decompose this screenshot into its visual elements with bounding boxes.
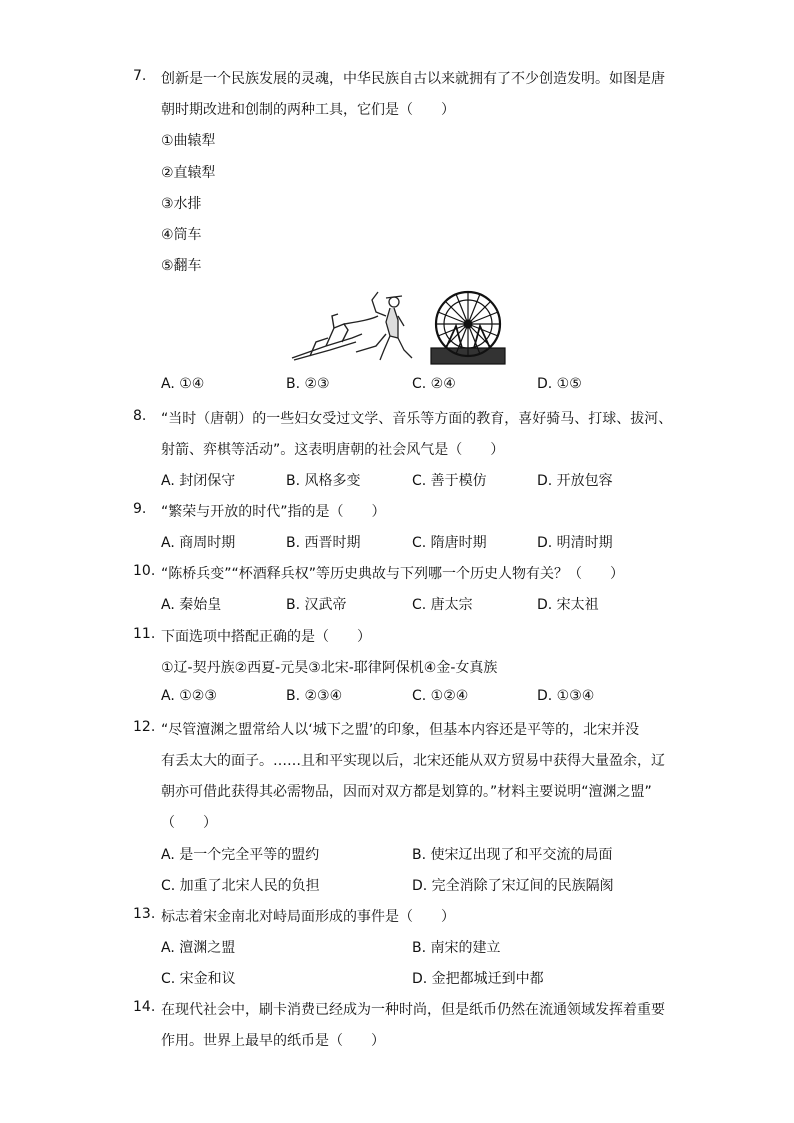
tools-illustration xyxy=(286,286,508,366)
question-number: 14. xyxy=(133,999,156,1015)
option-d: D. 完全消除了宋辽间的民族隔阂 xyxy=(412,878,614,894)
option-a: A. 封闭保守 xyxy=(161,473,236,489)
option-d: D. ①⑤ xyxy=(537,376,582,392)
list-item: ③水排 xyxy=(161,196,202,212)
list-item: ⑤翻车 xyxy=(161,258,202,274)
question-text: 朝亦可借此获得其必需物品，因而对双方都是划算的。”材料主要说明“澶渊之盟” xyxy=(161,784,652,800)
option-c: C. 宋金和议 xyxy=(161,971,236,987)
question-text: ①辽-契丹族②西夏-元昊③北宋-耶律阿保机④金-女真族 xyxy=(161,660,498,676)
option-d: D. ①③④ xyxy=(537,688,595,704)
option-a: A. ①②③ xyxy=(161,688,217,704)
question-text: “尽管澶渊之盟常给人以‘城下之盟’的印象，但基本内容还是平等的，北宋并没 xyxy=(161,722,640,738)
question-text: “当时（唐朝）的一些妇女受过文学、音乐等方面的教育，喜好骑马、打球、拔河、 xyxy=(161,411,673,427)
question-text: 创新是一个民族发展的灵魂，中华民族自古以来就拥有了不少创造发明。如图是唐 xyxy=(161,71,665,87)
option-b: B. 西晋时期 xyxy=(286,535,361,551)
option-b: B. ②③④ xyxy=(286,688,343,704)
option-d: D. 宋太祖 xyxy=(537,597,599,613)
option-b: B. 汉武帝 xyxy=(286,597,347,613)
question-number: 11. xyxy=(133,626,156,642)
question-number: 9. xyxy=(133,501,147,517)
question-text: 下面选项中搭配正确的是（ ） xyxy=(161,629,371,645)
list-item: ④筒车 xyxy=(161,227,202,243)
plough-drawing xyxy=(292,314,386,360)
question-number: 10. xyxy=(133,563,156,579)
option-a: A. ①④ xyxy=(161,376,205,392)
question-text: （ ） xyxy=(161,815,217,831)
question-text: 标志着宋金南北对峙局面形成的事件是（ ） xyxy=(161,909,455,925)
question-number: 7. xyxy=(133,68,147,84)
option-a: A. 商周时期 xyxy=(161,535,236,551)
question-text: “繁荣与开放的时代”指的是（ ） xyxy=(161,504,386,520)
option-d: D. 明清时期 xyxy=(537,535,613,551)
option-a: A. 是一个完全平等的盟约 xyxy=(161,847,320,863)
list-item: ①曲辕犁 xyxy=(161,133,216,149)
option-c: C. ②④ xyxy=(412,376,456,392)
option-b: B. 南宋的建立 xyxy=(412,940,501,956)
option-b: B. 使宋辽出现了和平交流的局面 xyxy=(412,847,613,863)
option-b: B. ②③ xyxy=(286,376,330,392)
question-text: 朝时期改进和创制的两种工具，它们是（ ） xyxy=(161,102,455,118)
question-number: 8. xyxy=(133,408,147,424)
question-text: 在现代社会中，刷卡消费已经成为一种时尚，但是纸币仍然在流通领域发挥着重要 xyxy=(161,1002,665,1018)
question-text: “陈桥兵变”“杯酒释兵权”等历史典故与下列哪一个历史人物有关？（ ） xyxy=(161,566,625,582)
list-item: ②直辕犁 xyxy=(161,165,216,181)
option-c: C. ①②④ xyxy=(412,688,469,704)
question-number: 12. xyxy=(133,719,156,735)
water-wheel-drawing xyxy=(431,292,505,364)
option-b: B. 风格多变 xyxy=(286,473,361,489)
farmer-figure xyxy=(372,292,412,360)
option-c: C. 加重了北宋人民的负担 xyxy=(161,878,320,894)
question-text: 有丢太大的面子。……且和平实现以后，北宋还能从双方贸易中获得大量盈余，辽 xyxy=(161,753,665,769)
option-d: D. 开放包容 xyxy=(537,473,613,489)
option-c: C. 唐太宗 xyxy=(412,597,473,613)
question-number: 13. xyxy=(133,906,156,922)
option-a: A. 澶渊之盟 xyxy=(161,940,236,956)
question-text: 作用。世界上最早的纸币是（ ） xyxy=(161,1033,385,1049)
option-a: A. 秦始皇 xyxy=(161,597,222,613)
question-text: 射箭、弈棋等活动”。这表明唐朝的社会风气是（ ） xyxy=(161,442,505,458)
option-d: D. 金把都城迁到中都 xyxy=(412,971,544,987)
option-c: C. 隋唐时期 xyxy=(412,535,487,551)
option-c: C. 善于模仿 xyxy=(412,473,487,489)
